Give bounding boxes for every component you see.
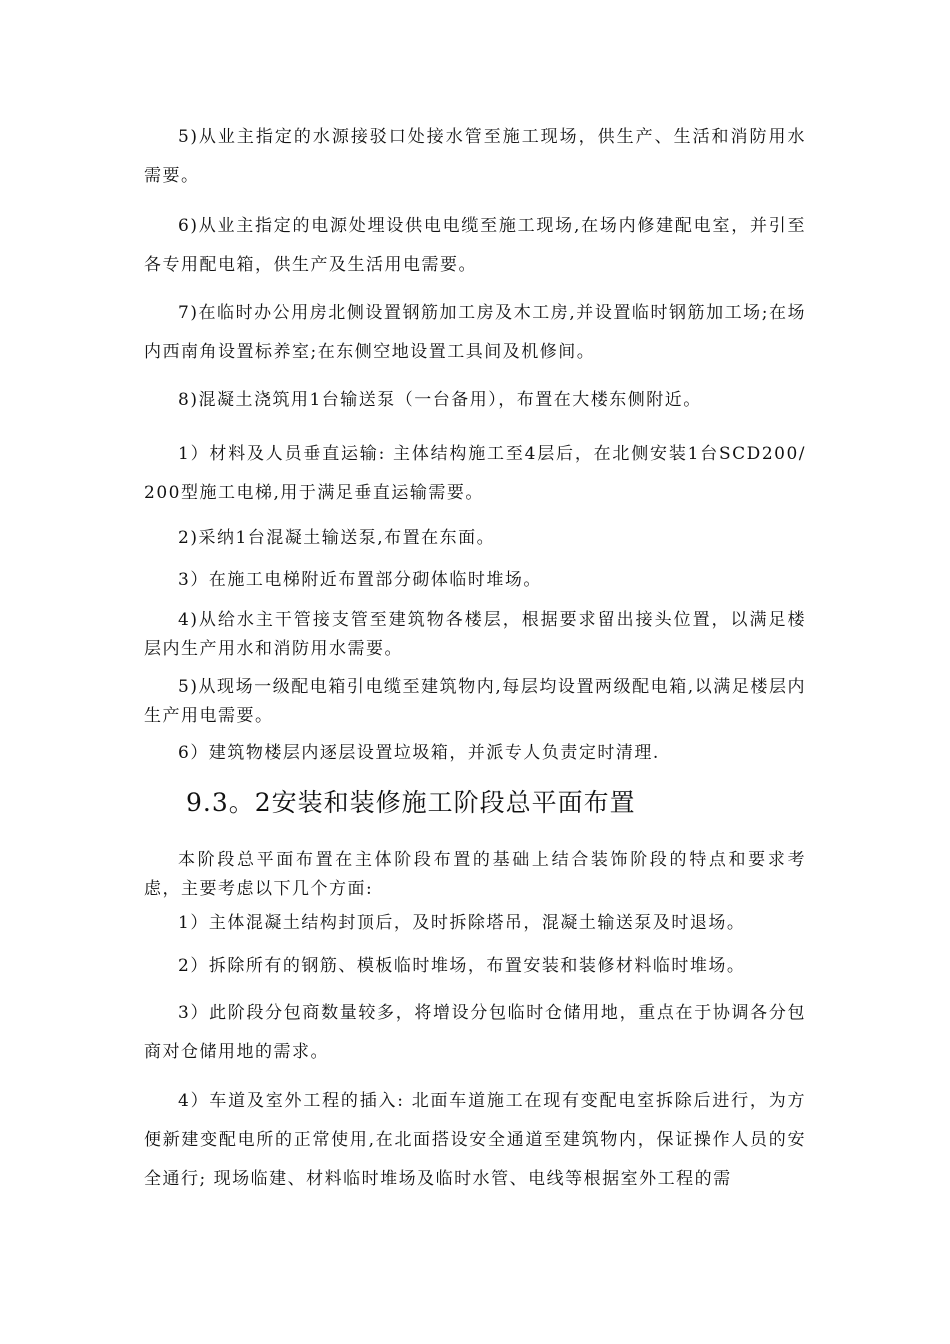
paragraph-floor-water: 4)从给水主干管接支管至建筑物各楼层，根据要求留出接头位置，以满足楼层内生产用水和消防用水需要。 <box>144 610 806 659</box>
paragraph-water-supply: 5)从业主指定的水源接驳口处接水管至施工现场，供生产、生活和消防用水需要。 <box>144 127 806 186</box>
paragraph-intro: 本阶段总平面布置在主体阶段布置的基础上结合装饰阶段的特点和要求考虑，主要考虑以下几个方面: <box>144 850 806 899</box>
paragraph-masonry-storage: 3）在施工电梯附近布置部分砌体临时堆场。 <box>178 570 542 590</box>
paragraph-driveway: 4）车道及室外工程的插入: 北面车道施工在现有变配电室拆除后进行，为方便新建变配电所的正常使用,在北面搭设安全通道至建筑物内，保证操作人员的安全通行; 现场临建、材料临时堆场及临时水管、电线等根据室外工程的需 <box>144 1091 806 1189</box>
paragraph-floor-power: 5)从现场一级配电箱引电缆至建筑物内,每层均设置两级配电箱,以满足楼层内生产用电需要。 <box>144 677 806 726</box>
paragraph-concrete-pump: 8)混凝土浇筑用1台输送泵（一台备用），布置在大楼东侧附近。 <box>178 390 702 410</box>
paragraph-garbage-bins: 6）建筑物楼层内逐层设置垃圾箱，并派专人负责定时清理. <box>178 743 660 763</box>
paragraph-tower-crane: 1）主体混凝土结构封顶后，及时拆除塔吊，混凝土输送泵及时退场。 <box>178 913 746 933</box>
paragraph-workshops: 7)在临时办公用房北侧设置钢筋加工房及木工房,并设置临时钢筋加工场;在场内西南角设置标养室;在东侧空地设置工具间及机修间。 <box>144 303 806 362</box>
paragraph-storage-yard: 2）拆除所有的钢筋、模板临时堆场，布置安装和装修材料临时堆场。 <box>178 956 746 976</box>
section-heading: 9.3。2安装和装修施工阶段总平面布置 <box>186 788 636 817</box>
paragraph-subcontractors: 3）此阶段分包商数量较多，将增设分包临时仓储用地，重点在于协调各分包商对仓储用地的需求。 <box>144 1003 806 1062</box>
paragraph-pump-east: 2)采纳1台混凝土输送泵,布置在东面。 <box>178 528 496 548</box>
paragraph-power-supply: 6)从业主指定的电源处埋设供电电缆至施工现场,在场内修建配电室，并引至各专用配电箱，供生产及生活用电需要。 <box>144 216 806 275</box>
paragraph-vertical-transport: 1）材料及人员垂直运输: 主体结构施工至4层后，在北侧安装1台SCD200/200型施工电梯,用于满足垂直运输需要。 <box>144 444 806 503</box>
